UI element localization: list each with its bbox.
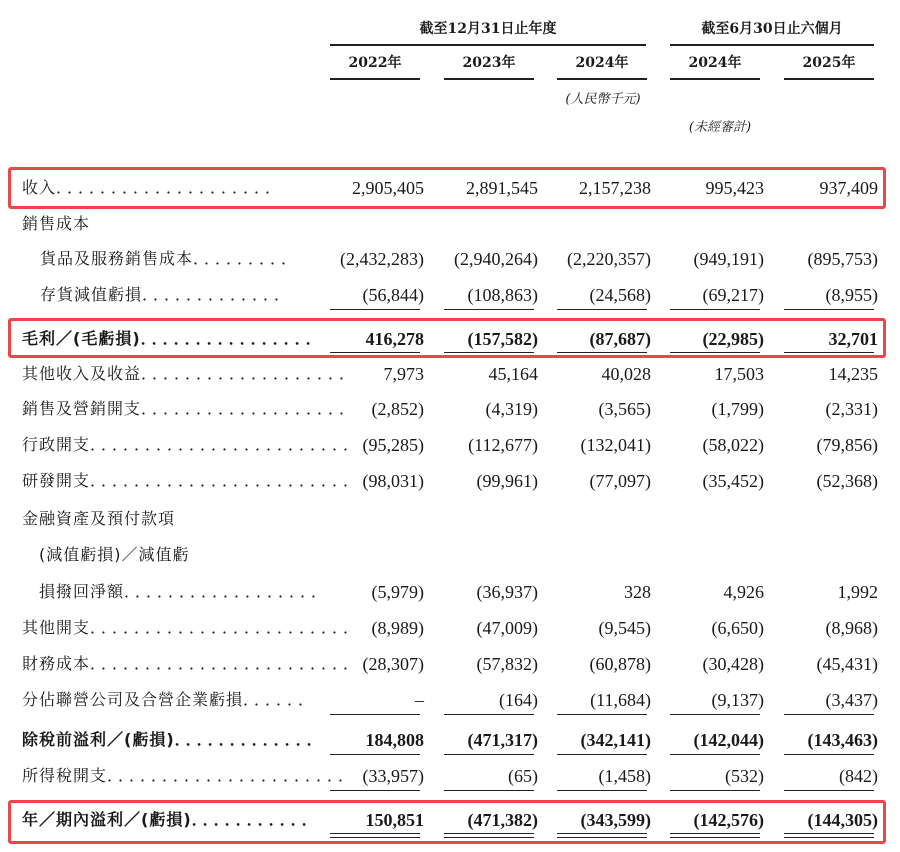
- value-cell: 995,423: [705, 178, 764, 198]
- row-label: [22, 646, 362, 682]
- value-cell: 40,028: [601, 364, 651, 384]
- value-cell: (65): [508, 766, 538, 786]
- year-rule: [670, 78, 760, 80]
- value-cell: 1,992: [837, 582, 878, 602]
- underline-rule: [444, 714, 534, 715]
- value-cell: (57,832): [476, 654, 538, 674]
- row-label: [22, 758, 357, 794]
- row-leader-dots: ．．．．．．．．．: [193, 249, 301, 268]
- row-label-text: 貨品及服務銷售成本: [40, 249, 194, 268]
- value-cell: (8,968): [825, 618, 878, 638]
- value-cell: (98,031): [362, 471, 424, 491]
- value-cell: 17,503: [714, 364, 764, 384]
- underline-rule: [444, 754, 534, 755]
- value-cell: 937,409: [819, 178, 878, 198]
- value-cell: (157,582): [467, 329, 538, 349]
- value-cell: (2,852): [371, 399, 424, 419]
- value-cell: (2,220,357): [567, 249, 651, 269]
- value-cell: 328: [624, 582, 651, 602]
- underline-rule: [784, 754, 874, 755]
- value-cell: 2,157,238: [579, 178, 651, 198]
- value-cell: (11,684): [590, 690, 651, 710]
- row-leader-dots: ．．．．．．．．．．．．．．．．．．．．．．．．: [90, 435, 363, 454]
- value-cell: (1,458): [598, 766, 651, 786]
- underline-rule: [557, 754, 647, 755]
- value-cell: (9,545): [598, 618, 651, 638]
- value-cell: (342,141): [580, 730, 651, 750]
- row-label-text: 財務成本: [22, 654, 91, 673]
- value-cell: (143,463): [807, 730, 878, 750]
- underline-rule: [670, 309, 760, 310]
- value-cell: (56,844): [362, 285, 424, 305]
- highlight-gross-profit: [8, 318, 886, 358]
- value-cell: (2,940,264): [454, 249, 538, 269]
- table-row: [0, 356, 900, 392]
- row-label-text: 所得稅開支: [22, 766, 108, 785]
- value-cell: (1,799): [711, 399, 764, 419]
- value-cell: (8,989): [371, 618, 424, 638]
- row-label-text: 分佔聯營公司及合營企業虧損: [22, 690, 244, 709]
- table-row: [0, 241, 900, 277]
- value-cell: (142,044): [693, 730, 764, 750]
- year-header-1: [330, 52, 420, 80]
- row-leader-dots: ．．．．．．．．．．．．．．．．．．．．．．: [107, 766, 358, 785]
- table-row: [0, 758, 900, 794]
- year-header-label: 2023年: [462, 55, 516, 71]
- header-group-half-year-rule: [670, 44, 874, 46]
- value-cell: (132,041): [580, 435, 651, 455]
- table-row: [0, 427, 900, 463]
- value-cell: (3,437): [825, 690, 878, 710]
- value-cell: (112,677): [468, 435, 538, 455]
- value-cell: (4,319): [485, 399, 538, 419]
- row-label-text: 其他收入及收益: [22, 364, 142, 383]
- row-leader-dots: ．．．．．．．．．．．．．．．．．．: [124, 582, 331, 601]
- table-row: [0, 391, 900, 427]
- table-row: [0, 682, 900, 718]
- row-label: [22, 537, 190, 573]
- row-leader-dots: ．．．．．．．．．．．: [191, 810, 321, 829]
- year-header-label: 2022年: [348, 55, 402, 71]
- value-cell: (52,368): [816, 471, 878, 491]
- value-cell: (58,022): [702, 435, 764, 455]
- highlight-revenue: [8, 167, 886, 209]
- row-label: [40, 277, 293, 313]
- year-header-5: [784, 52, 874, 80]
- row-leader-dots: ．．．．．．．．．．．．．．．．．．．．．．．．: [90, 471, 363, 490]
- row-leader-dots: ．．．．．．．．．．．．．．．．．．．．．．．．: [90, 618, 363, 637]
- row-leader-dots: ．．．．．．．．．．．．．．．．．．．．: [56, 178, 285, 197]
- value-cell: 2,891,545: [466, 178, 538, 198]
- row-label: [22, 356, 358, 392]
- row-label-text: (減值虧損)／減值虧: [22, 545, 190, 564]
- value-cell: (36,937): [476, 582, 538, 602]
- underline-rule: [784, 714, 874, 715]
- underline-rule: [557, 309, 647, 310]
- value-cell: –: [415, 690, 424, 710]
- underline-rule: [330, 754, 420, 755]
- table-row: [0, 277, 900, 313]
- row-label: [22, 463, 362, 499]
- row-label-text: 毛利／(毛虧損): [22, 329, 141, 348]
- year-rule: [557, 78, 647, 80]
- year-rule: [330, 78, 420, 80]
- row-leader-dots: ．．．．．．．．．．．．．．．．．．．: [141, 364, 359, 383]
- value-cell: (2,432,283): [340, 249, 424, 269]
- year-rule: [784, 78, 874, 80]
- row-label-text: 損撥回淨額: [22, 582, 125, 601]
- table-row: [0, 610, 900, 646]
- value-cell: (142,576): [693, 810, 764, 830]
- header-group-annual-rule: [330, 44, 646, 46]
- value-cell: (30,428): [702, 654, 764, 674]
- value-cell: (343,599): [580, 810, 651, 830]
- value-cell: (60,878): [589, 654, 651, 674]
- underline-rule: [784, 790, 874, 791]
- value-cell: (2,331): [825, 399, 878, 419]
- year-header-label: 2024年: [575, 55, 629, 71]
- header-group-annual: [330, 18, 646, 46]
- underline-rule: [330, 714, 420, 715]
- table-row: [0, 501, 900, 537]
- value-cell: 416,278: [365, 329, 424, 349]
- value-cell: (77,097): [589, 471, 651, 491]
- row-leader-dots: ．．．．．．．．．．．．．: [174, 730, 326, 749]
- value-cell: (108,863): [467, 285, 538, 305]
- value-cell: 184,808: [365, 730, 424, 750]
- row-label: [22, 574, 330, 610]
- value-cell: (6,650): [711, 618, 764, 638]
- year-header-4: [670, 52, 760, 80]
- unit-note: (人民幣千元): [565, 92, 641, 107]
- row-label-text: 銷售及營銷開支: [22, 399, 142, 418]
- value-cell: (3,565): [598, 399, 651, 419]
- row-label-text: 年／期內溢利／(虧損): [22, 810, 192, 829]
- underline-rule: [330, 790, 420, 791]
- row-leader-dots: ．．．．．．．．．．．．．: [142, 285, 294, 304]
- value-cell: (144,305): [807, 810, 878, 830]
- row-leader-dots: ．．．．．．: [243, 690, 318, 709]
- value-cell: (99,961): [476, 471, 538, 491]
- year-rule: [444, 78, 534, 80]
- value-cell: 14,235: [828, 364, 878, 384]
- year-header-label: 2025年: [802, 55, 856, 71]
- value-cell: (9,137): [711, 690, 764, 710]
- row-label-text: 金融資產及預付款項: [22, 509, 176, 528]
- row-label-text: 研發開支: [22, 471, 91, 490]
- row-label: [22, 206, 90, 242]
- header-group-half-year-label: 截至6月30日止六個月: [701, 21, 843, 37]
- value-cell: (47,009): [476, 618, 538, 638]
- underline-rule: [784, 309, 874, 310]
- year-header-3: [557, 52, 647, 80]
- underline-rule: [557, 714, 647, 715]
- row-leader-dots: ．．．．．．．．．．．．．．．．．．．: [141, 399, 359, 418]
- value-cell: (87,687): [589, 329, 651, 349]
- underline-rule: [444, 790, 534, 791]
- underline-rule: [670, 754, 760, 755]
- value-cell: (69,217): [702, 285, 764, 305]
- highlight-net-profit: [8, 800, 886, 844]
- value-cell: (28,307): [362, 654, 424, 674]
- value-cell: (35,452): [702, 471, 764, 491]
- value-cell: (471,317): [467, 730, 538, 750]
- underline-rule: [444, 309, 534, 310]
- row-label: [22, 501, 175, 537]
- table-row: [0, 646, 900, 682]
- value-cell: 7,973: [383, 364, 424, 384]
- value-cell: (471,382): [467, 810, 538, 830]
- value-cell: (45,431): [816, 654, 878, 674]
- value-cell: (8,955): [825, 285, 878, 305]
- value-cell: (33,957): [362, 766, 424, 786]
- value-cell: (79,856): [816, 435, 878, 455]
- row-label-text: 其他開支: [22, 618, 91, 637]
- value-cell: 45,164: [488, 364, 538, 384]
- value-cell: 2,905,405: [352, 178, 424, 198]
- underline-rule: [670, 790, 760, 791]
- header-group-half-year: [670, 18, 874, 46]
- row-label: [22, 682, 317, 718]
- row-leader-dots: ．．．．．．．．．．．．．．．．．．．．．．．．: [90, 654, 363, 673]
- row-label: [22, 427, 362, 463]
- row-label-text: 行政開支: [22, 435, 91, 454]
- value-cell: 150,851: [365, 810, 424, 830]
- value-cell: (895,753): [807, 249, 878, 269]
- row-label: [40, 241, 300, 277]
- row-label-text: 存貨減值虧損: [40, 285, 143, 304]
- row-label: [22, 722, 326, 758]
- unaudited-note: (未經審計): [688, 120, 752, 135]
- table-row: [0, 722, 900, 758]
- table-row: [0, 206, 900, 242]
- value-cell: 4,926: [723, 582, 764, 602]
- value-cell: (24,568): [589, 285, 651, 305]
- year-header-label: 2024年: [688, 55, 742, 71]
- underline-rule: [670, 714, 760, 715]
- value-cell: (95,285): [362, 435, 424, 455]
- row-label: [22, 610, 362, 646]
- row-label-text: 銷售成本: [22, 214, 91, 233]
- row-label: [22, 391, 358, 427]
- year-header-2: [444, 52, 534, 80]
- table-row: [0, 574, 900, 610]
- row-label-text: 收入: [22, 178, 57, 197]
- value-cell: (22,985): [702, 329, 764, 349]
- value-cell: (532): [725, 766, 764, 786]
- value-cell: (5,979): [371, 582, 424, 602]
- row-label-text: 除稅前溢利／(虧損): [22, 730, 175, 749]
- table-row: [0, 463, 900, 499]
- row-leader-dots: ．．．．．．．．．．．．．．．．: [140, 329, 325, 348]
- value-cell: (949,191): [693, 249, 764, 269]
- table-row: [0, 537, 900, 573]
- value-cell: 32,701: [828, 329, 878, 349]
- value-cell: (164): [499, 690, 538, 710]
- header-group-annual-label: 截至12月31日止年度: [419, 21, 557, 37]
- underline-rule: [330, 309, 420, 310]
- value-cell: (842): [839, 766, 878, 786]
- underline-rule: [557, 790, 647, 791]
